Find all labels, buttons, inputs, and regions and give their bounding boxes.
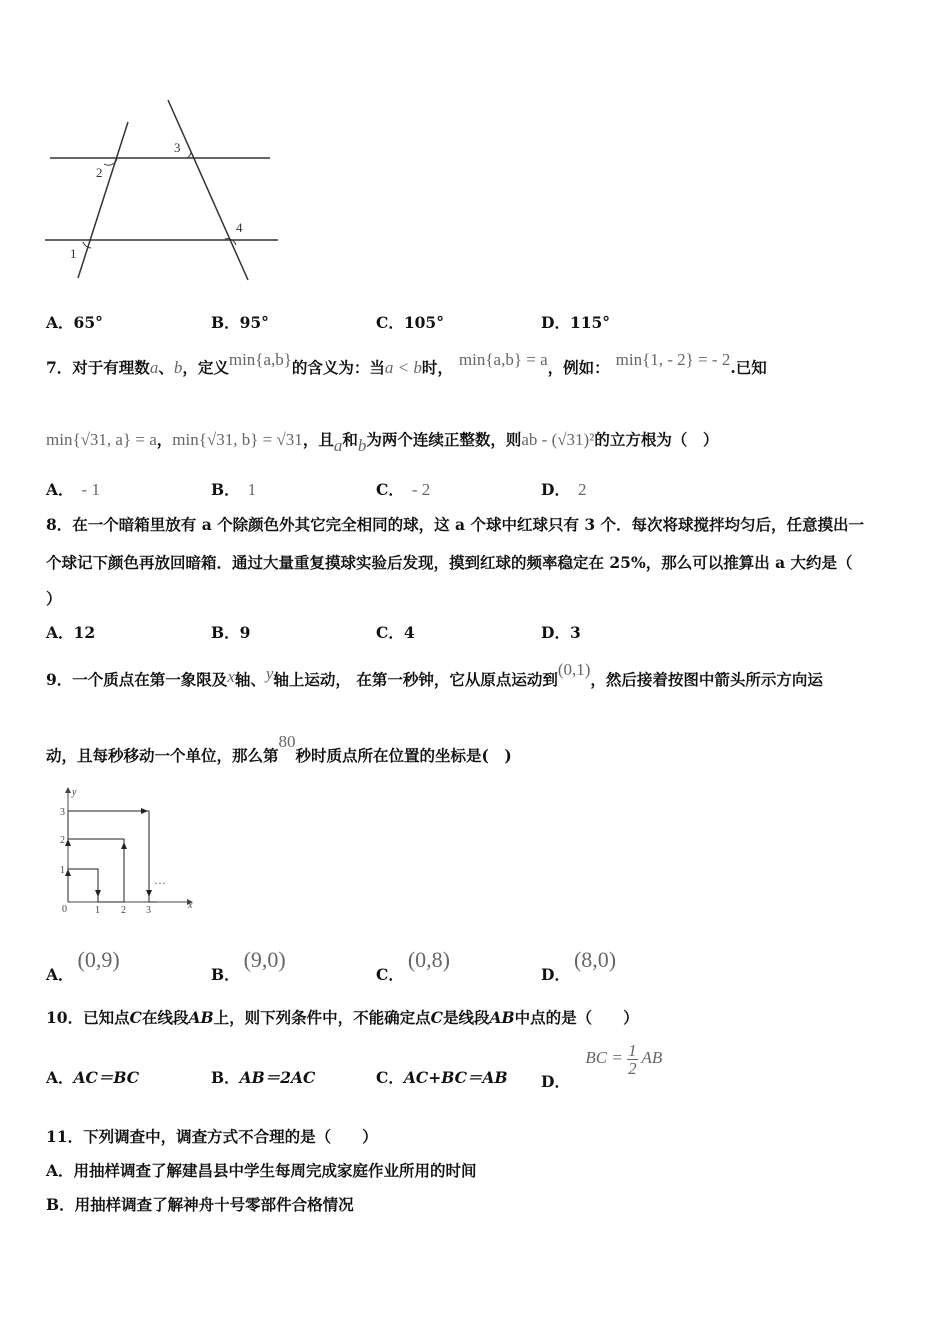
q9-point: (0,1) (557, 660, 591, 679)
q8-line1: 8．在一个暗箱里放有 a 个除颜色外其它完全相同的球，这 a 个球中红球只有 3 个．每次将球搅拌均匀后，任意摸出一 (46, 515, 865, 534)
q7-number: 7． (46, 358, 73, 377)
q6-option-d[interactable]: D．115° (541, 313, 611, 332)
q9-option-d[interactable]: D．(8,0) (541, 947, 617, 984)
fraction: $\frac{1}{2}$ (628, 1041, 637, 1078)
angle-label-2: 2 (96, 165, 103, 180)
q9-option-c[interactable]: C．(0,8) (376, 947, 450, 984)
q8-option-d[interactable]: D．3 (541, 623, 581, 642)
q10-option-a[interactable]: A．AC＝BC (46, 1068, 140, 1087)
y-tick-1: 1 (60, 865, 65, 876)
q9-option-b[interactable]: B．(9,0) (211, 947, 286, 984)
angle-label-1: 1 (70, 246, 77, 261)
y-tick-2: 2 (60, 835, 65, 846)
q7-given1-expr: min{√31, a} = a (46, 430, 157, 449)
ellipsis-label: ··· (154, 876, 166, 890)
angle-label-4: 4 (236, 220, 243, 235)
q8-option-b[interactable]: B．9 (211, 623, 251, 642)
q9-seconds: 80 (278, 732, 296, 751)
q11-option-b[interactable]: B．用抽样调查了解神舟十号零部件合格情况 (46, 1195, 354, 1214)
q7-option-b[interactable]: B． 1 (211, 480, 257, 499)
q11-number: 11． (46, 1127, 84, 1146)
q8-line2: 个球记下颜色再放回暗箱．通过大量重复摸球实验后发现，摸到红球的频率稳定在 25%，那么可以推算出 a 大约是（ (46, 553, 853, 572)
angle-label-3: 3 (174, 140, 181, 155)
q7-line1: 7．对于有理数a、b，定义min{a,b}的含义为：当a < b时， min{a,b} = a，例如： min{1, - 2} = - 2.已知 (46, 350, 767, 377)
q11-option-a[interactable]: A．用抽样调查了解建昌县中学生每周完成家庭作业所用的时间 (46, 1161, 477, 1180)
q9-option-a[interactable]: A．(0,9) (46, 947, 120, 984)
q8-option-c[interactable]: C．4 (376, 623, 415, 642)
x-axis-label: x (188, 900, 193, 911)
q8-number: 8． (46, 515, 73, 534)
y-tick-3: 3 (60, 807, 65, 818)
q10-option-c[interactable]: C．AC+BC＝AB (376, 1068, 508, 1087)
q9-line2: 动，且每秒移动一个单位，那么第80秒时质点所在位置的坐标是( ) (46, 732, 512, 765)
q7-expression: ab - (√31)² (521, 430, 595, 449)
q11-stem: 11．下列调查中，调查方式不合理的是（ ） (46, 1127, 378, 1146)
q6-option-b[interactable]: B．95° (211, 313, 269, 332)
q10-option-d[interactable]: D． BC = $\frac{1}{2}$ AB (541, 1041, 663, 1092)
q8-option-a[interactable]: A．12 (46, 623, 96, 642)
y-axis-label: y (72, 787, 77, 798)
q7-def-expr: min{a,b} (228, 350, 292, 369)
q7-given2-expr: min{√31, b} = √31 (172, 430, 303, 449)
q8-line3: ） (46, 589, 62, 608)
q7-example-expr: min{1, - 2} = - 2 (615, 350, 731, 369)
spiral-path-figure (52, 787, 197, 917)
x-tick-3: 3 (146, 905, 151, 916)
q7-line2: min{√31, a} = a，min{√31, b} = √31，且a和b为两个连续正整数，则ab - (√31)²的立方根为（ ） (46, 430, 719, 455)
q7-option-a[interactable]: A． - 1 (46, 480, 100, 499)
q7-rule-expr: min{a,b} = a (458, 350, 548, 369)
q10-stem: 10．已知点C在线段AB上，则下列条件中，不能确定点C是线段AB中点的是（ ） (46, 1008, 639, 1027)
q9-number: 9． (46, 670, 73, 689)
x-tick-2: 2 (121, 905, 126, 916)
origin-label: 0 (62, 904, 67, 915)
parallel-lines-figure (40, 95, 285, 290)
q9-line1: 9．一个质点在第一象限及x轴、y轴上运动， 在第一秒钟，它从原点运动到(0,1)，然后接着按图中箭头所示方向运 (46, 660, 823, 689)
q10-option-d-expr: BC = $\frac{1}{2}$ AB (585, 1041, 663, 1078)
q10-number: 10． (46, 1008, 84, 1027)
q6-option-c[interactable]: C．105° (376, 313, 444, 332)
x-tick-1: 1 (95, 905, 100, 916)
q10-option-b[interactable]: B．AB＝2AC (211, 1068, 316, 1087)
q7-option-d[interactable]: D． 2 (541, 480, 587, 499)
q7-option-c[interactable]: C． - 2 (376, 480, 431, 499)
q6-option-a[interactable]: A．65° (46, 313, 103, 332)
